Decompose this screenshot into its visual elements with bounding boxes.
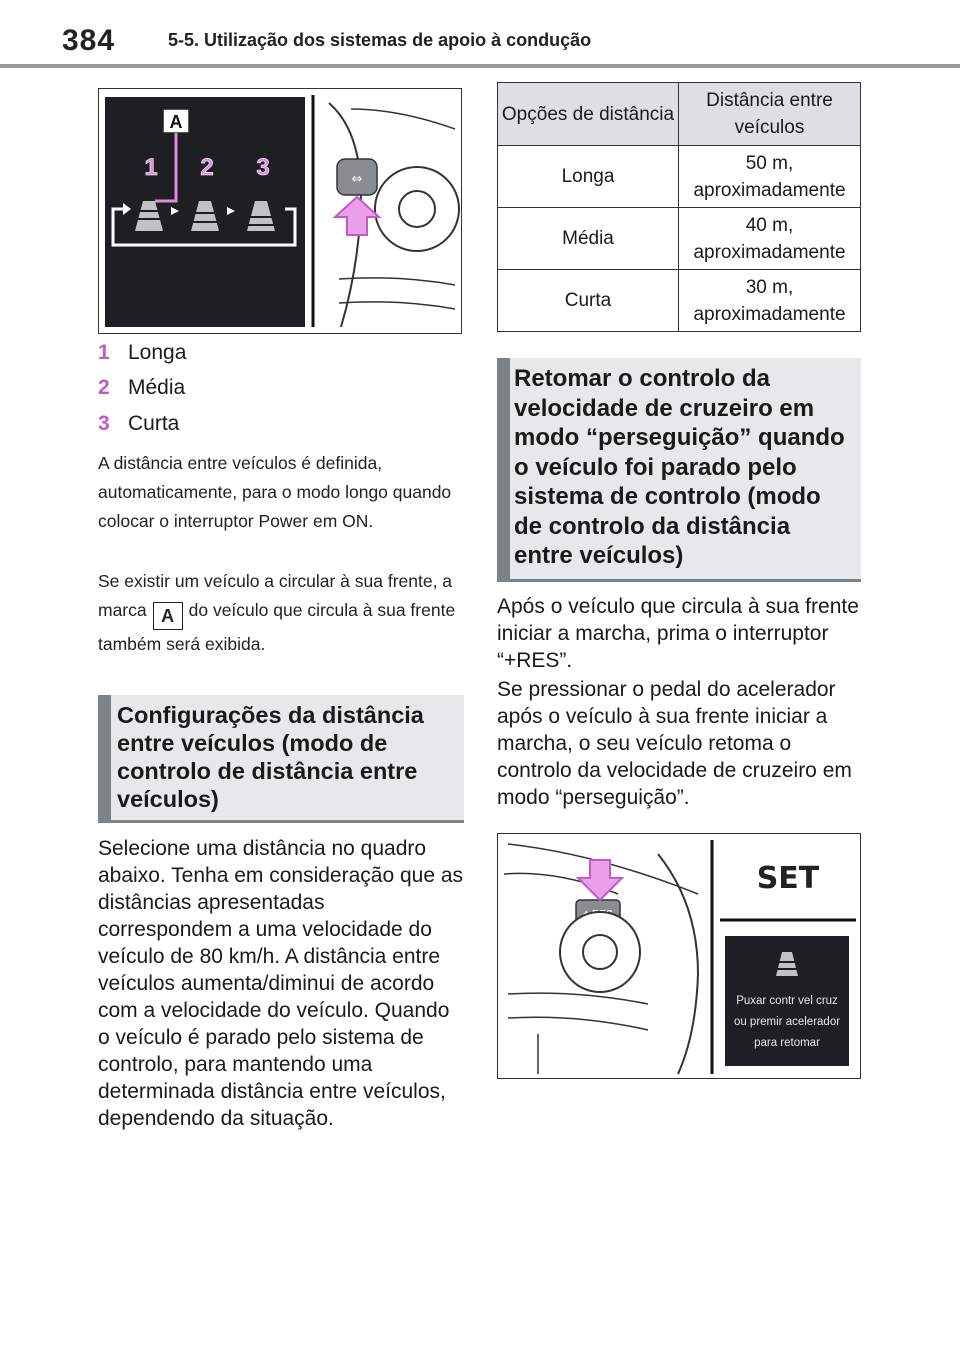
section-heading-box: [497, 358, 861, 582]
press-arrow-icon: [335, 197, 379, 235]
marker-a-inline: A: [153, 602, 183, 630]
marker-a-label: A: [169, 112, 183, 132]
section-heading: Retomar o controlo da velocidade de cruzeiro em modo “perseguição” quando o veículo foi parado pelo sistema de controlo (modo de controlo da distância entre veículos): [514, 365, 845, 569]
distance-display-illustration: [99, 89, 462, 334]
list-number: 3: [98, 412, 110, 435]
section-heading-box: [98, 695, 464, 823]
table-cell-distance: 40 m, aproximadamente: [679, 208, 861, 270]
distance-number-1: 1: [144, 154, 158, 181]
table-cell-distance: 30 m, aproximadamente: [679, 270, 861, 332]
distance-display-figure: [98, 88, 462, 334]
header-divider: [0, 64, 960, 68]
display-message-line: Puxar contr vel cruz: [736, 995, 838, 1007]
resume-figure: [497, 833, 861, 1079]
note-default-distance: A distância entre veículos é definida, automaticamente, para o modo longo quando colocar o interruptor Power em ON.: [98, 453, 452, 531]
section-heading: Configurações da distância entre veículos (modo de controlo de distância entre veículos): [117, 702, 424, 812]
table-header-cell: Distância entre veículos: [679, 83, 861, 146]
section-title: 5-5. Utilização dos sistemas de apoio à condução: [168, 30, 592, 50]
table-row: [498, 270, 861, 332]
list-label: Média: [128, 376, 186, 399]
page-number: 384: [62, 24, 116, 57]
section-body: Após o veículo que circula à sua frente iniciar a marcha, prima o interruptor “+RES”.: [497, 595, 859, 672]
table-cell-distance: 50 m, aproximadamente: [679, 146, 861, 208]
note-vehicle-mark: [98, 567, 464, 659]
note-text: Se existir um veículo a circular à sua frente, a marca: [98, 571, 453, 620]
resume-illustration: [498, 834, 861, 1079]
list-item: [98, 341, 186, 365]
list-number: 1: [98, 341, 110, 364]
list-label: Curta: [128, 412, 180, 435]
list-number: 2: [98, 376, 110, 399]
table-header-cell: Opções de distância: [498, 83, 679, 146]
table-cell-option: Média: [498, 208, 679, 270]
wheel-outline: [658, 854, 698, 1074]
distance-table: [497, 82, 861, 332]
list-item: [98, 376, 185, 400]
table-row: [498, 146, 861, 208]
display-set-label: SET: [756, 861, 820, 896]
distance-number-2: 2: [200, 154, 214, 181]
table-cell-option: Curta: [498, 270, 679, 332]
list-label: Longa: [128, 341, 187, 364]
display-message-line: ou premir acelerador: [733, 1016, 841, 1028]
table-cell-option: Longa: [498, 146, 679, 208]
list-item: [98, 412, 179, 436]
display-message-line: para retomar: [754, 1037, 820, 1049]
distance-number-3: 3: [256, 154, 270, 181]
distance-switch-icon: ⇔: [351, 172, 363, 187]
section-body: Selecione uma distância no quadro abaixo. Tenha em consideração que as distâncias apresentadas correspondem a uma velocidade do veículo de 80 km/h. A distância entre veículos aumenta/diminui de acordo com a velocidade do veículo. Quando o veículo é parado pelo sistema de controlo, para mantendo uma determinada distância entre veículos, dependendo da situação.: [98, 837, 464, 1130]
table-header-row: [498, 83, 861, 146]
note-text: do veículo que circula à sua frente também será exibida.: [98, 600, 456, 654]
section-body: Se pressionar o pedal do acelerador após o veículo à sua frente iniciar a marcha, o seu veículo retoma o controlo da velocidade de cruzeiro em modo “perseguição”.: [497, 678, 852, 809]
table-row: [498, 208, 861, 270]
